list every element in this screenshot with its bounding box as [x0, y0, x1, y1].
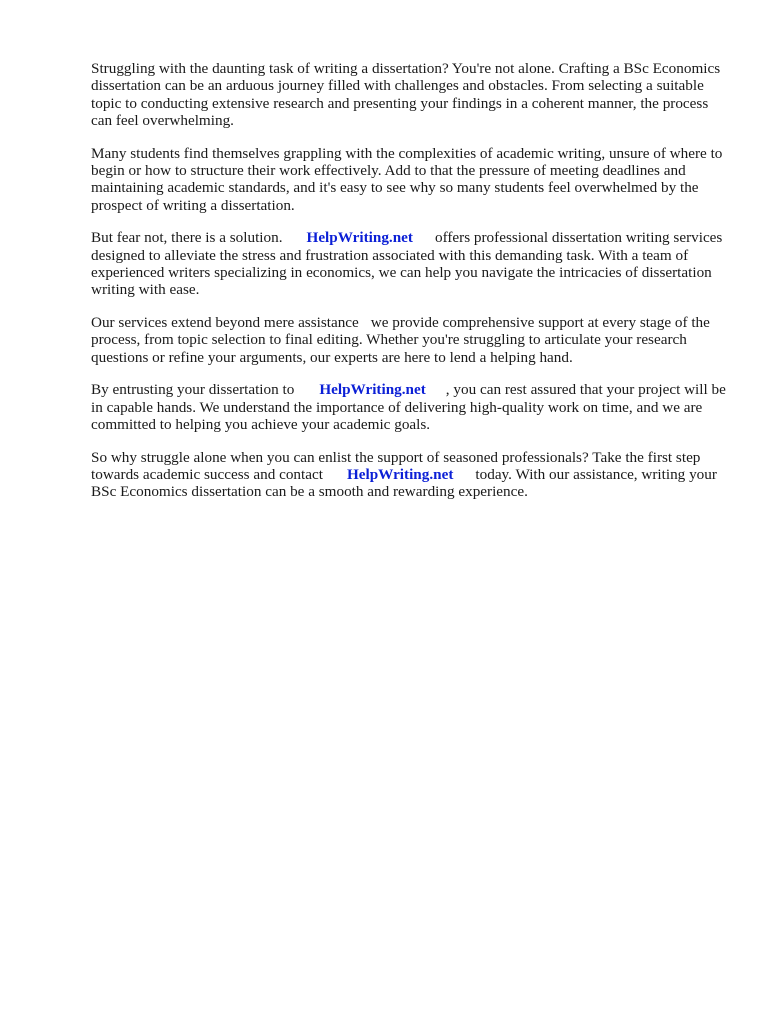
- paragraph-text-before: Our services extend beyond mere assistance: [91, 314, 359, 332]
- paragraph-text-before: But fear not, there is a solution.: [91, 229, 283, 247]
- helpwriting-link[interactable]: HelpWriting.net: [346, 466, 454, 484]
- helpwriting-link[interactable]: HelpWriting.net: [306, 229, 413, 247]
- helpwriting-link[interactable]: HelpWriting.net: [319, 381, 426, 399]
- paragraph-text-after: we provide comprehensive support at every stage of the process, from topic selection to final editing. Whether you're struggling to articulate your research questions or refine your arguments, our experts are here to lend a helping hand.: [91, 314, 710, 366]
- paragraph-challenges: [91, 145, 727, 214]
- paragraph-intro: [91, 60, 727, 129]
- paragraph-text: Struggling with the daunting task of writing a dissertation? You're not alone. Crafting a BSc Economics dissertation can be an arduous journey filled with challenges and obstacles. From selecting a suitable topic to conducting extensive research and presenting your findings in a coherent manner, the process can feel overwhelming.: [91, 60, 721, 129]
- paragraph-text-after: , you can rest assured that your project will be in capable hands. We understand the importance of delivering high-quality work on time, and we are committed to helping you achieve your academic goals.: [91, 381, 726, 434]
- paragraph-entrust: [91, 381, 727, 433]
- paragraph-services: [91, 314, 727, 366]
- paragraph-text-before: By entrusting your dissertation to: [91, 381, 295, 399]
- paragraph-closing: [91, 449, 727, 501]
- document-body: [91, 60, 727, 516]
- paragraph-text: Many students find themselves grappling with the complexities of academic writing, unsure of where to begin or how to structure their work effectively. Add to that the pressure of meeting deadlines and maintaining academic standards, and it's easy to see why so many students feel overwhelmed by the prospect of writing a dissertation.: [91, 144, 723, 214]
- paragraph-solution: [91, 229, 727, 298]
- paragraph-text-after: offers professional dissertation writing services designed to alleviate the stress and frustration associated with this demanding task. With a team of experienced writers specializing in economics, we can help you navigate the intricacies of dissertation writing with ease.: [91, 229, 723, 299]
- paragraph-text-after: today. With our assistance, writing your BSc Economics dissertation can be a smooth and rewarding experience.: [91, 466, 717, 501]
- paragraph-text-before: So why struggle alone when you can enlist the support of seasoned professionals? Take the first step towards academic success and contact: [91, 448, 701, 484]
